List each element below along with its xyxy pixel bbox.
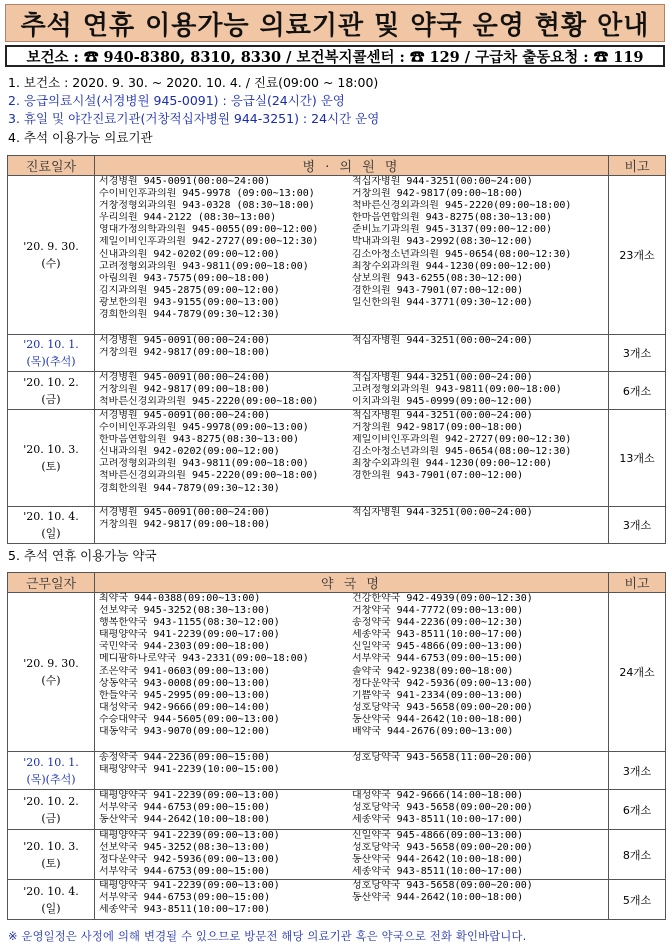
- row-entries: [95, 507, 609, 544]
- day-text: (목)(추석): [26, 355, 76, 368]
- list-item: [352, 309, 605, 321]
- list-item: 준비뇨기과의원 945-3137(09:00~12:00): [352, 224, 553, 236]
- list-item: 최창수외과의원 944-1230(09:00~12:00): [352, 458, 553, 470]
- list-item: 일신한의원 944-3771(09:30~12:00): [352, 296, 533, 308]
- list-item: 태평양약국 941-2239(09:00~17:00): [99, 629, 280, 641]
- date-text: '20. 9. 30.: [23, 657, 79, 670]
- info-notes: [8, 74, 663, 147]
- row-date: [8, 372, 95, 410]
- list-item: 국민약국 944-2303(09:00~18:00): [99, 641, 271, 653]
- page-title: 추석 연휴 이용가능 의료기관 및 약국 운영 현황 안내: [5, 4, 665, 42]
- list-item: 서부약국 944-6753(09:00~15:00): [99, 866, 271, 878]
- list-item: 거창의원 942-9817(09:00~18:00): [99, 347, 271, 359]
- list-item: 한마음연합의원 943-8275(08:30~13:00): [99, 434, 300, 446]
- header-name: 병 · 의 원 명: [95, 156, 609, 176]
- list-item: 경희한의원 944-7879(09:30~12:30): [99, 309, 280, 321]
- list-item: 최약국 944-0388(09:00~13:00): [99, 593, 261, 604]
- row-count: 5개소: [609, 880, 666, 920]
- table-row: [8, 790, 666, 830]
- date-text: '20. 9. 30.: [23, 240, 79, 253]
- row-date: [8, 176, 95, 335]
- list-item: 세종약국 943-8511(10:00~17:00): [352, 866, 524, 878]
- list-item: 대동약국 943-9070(09:00~12:00): [99, 726, 271, 738]
- list-item: 수승대약국 944-5605(09:00~13:00): [99, 713, 280, 725]
- row-count: 6개소: [609, 790, 666, 830]
- row-date: [8, 830, 95, 880]
- table-row: [8, 176, 666, 335]
- list-item: 삼보의원 943-6255(08:30~12:00): [352, 272, 524, 284]
- list-item: 거창정형외과의원 943-0328 (08:30~18:00): [99, 200, 315, 212]
- list-item: 정다운약국 942-5936(09:00~13:00): [99, 854, 280, 866]
- list-item: 이치과의원 945-0999(09:00~12:00): [352, 396, 533, 408]
- list-item: 거창의원 942-9817(09:00~18:00): [352, 188, 524, 200]
- list-item: 김소아청소년과의원 945-0654(08:00~12:30): [352, 446, 572, 458]
- table-row: [8, 880, 666, 920]
- table-row: [8, 335, 666, 372]
- section5-title: 5. 추석 연휴 이용가능 약국: [8, 548, 157, 563]
- list-item: 성호당약국 943-5658(09:00~20:00): [352, 701, 533, 713]
- list-item: 세종약국 943-8511(10:00~17:00): [99, 904, 271, 916]
- list-item: 척바른신경외과의원 945-2220(09:00~18:00): [99, 396, 319, 408]
- list-item: 배약국 944-2676(09:00~13:00): [352, 726, 514, 738]
- row-count: 3개소: [609, 507, 666, 544]
- row-date: [8, 410, 95, 507]
- list-item: 고려정형외과의원 943-9811(09:00~18:00): [99, 260, 309, 272]
- list-item: 서경병원 945-0091(00:00~24:00): [99, 176, 271, 187]
- list-item: 건강한약국 942-4939(09:00~12:30): [352, 593, 533, 604]
- list-item: 경희한의원 944-7879(09:30~12:30): [99, 482, 280, 494]
- row-entries: [95, 410, 609, 507]
- list-item: [352, 764, 605, 776]
- table-row: [8, 507, 666, 544]
- list-item: 신내과의원 942-0202(09:00~12:00): [99, 446, 280, 458]
- list-item: 광보한의원 943-9155(09:00~13:00): [99, 296, 280, 308]
- row-count: 13개소: [609, 410, 666, 507]
- medical-table: [7, 155, 666, 544]
- row-entries: [95, 830, 609, 880]
- list-item: 적십자병원 944-3251(00:00~24:00): [352, 410, 533, 421]
- list-item: 성호당약국 943-5658(09:00~20:00): [352, 880, 533, 891]
- list-item: 한들약국 945-2995(09:00~13:00): [99, 689, 271, 701]
- list-item: 아림의원 943-7575(09:00~18:00): [99, 272, 271, 284]
- list-item: 기쁨약국 941-2334(09:00~13:00): [352, 689, 524, 701]
- list-item: 행복한약국 943-1155(08:30~12:00): [99, 617, 280, 629]
- row-date: [8, 507, 95, 544]
- list-item: 제일이비인후과의원 942-2727(09:00~12:30): [352, 434, 572, 446]
- date-text: '20. 10. 4.: [23, 510, 79, 523]
- list-item: 고려정형외과의원 943-9811(09:00~18:00): [99, 458, 309, 470]
- table-row: [8, 752, 666, 790]
- list-item: [352, 347, 605, 359]
- list-item: 적십자병원 944-3251(00:00~24:00): [352, 507, 533, 518]
- list-item: 세종약국 943-8511(10:00~17:00): [352, 629, 524, 641]
- list-item: 신내과의원 942-0202(09:00~12:00): [99, 248, 280, 260]
- date-text: '20. 10. 2.: [23, 375, 79, 389]
- contact-phone-bar: 보건소 : ☎ 940-8380, 8310, 8330 / 보건복지콜센터 : ☎ 129 / 구급차 출동요청 : ☎ 119: [5, 45, 665, 67]
- list-item: 최창수외과의원 944-1230(09:00~12:00): [352, 260, 553, 272]
- list-item: 고려정형외과의원 943-9811(09:00~18:00): [352, 384, 562, 396]
- list-item: 신일약국 945-4866(09:00~13:00): [352, 830, 524, 841]
- list-item: 수이비인후과의원 945-9978 (09:00~13:00): [99, 188, 315, 200]
- list-item: 송정약국 944-2236(09:00~12:30): [352, 617, 524, 629]
- date-text: '20. 10. 3.: [23, 839, 79, 853]
- day-text: (토): [41, 856, 61, 870]
- list-item: 대성약국 942-9666(09:00~14:00): [99, 701, 271, 713]
- list-item: 신일약국 945-4866(09:00~13:00): [352, 641, 524, 653]
- row-date: [8, 790, 95, 830]
- row-count: 8개소: [609, 830, 666, 880]
- list-item: 한마음연합의원 943-8275(08:30~13:00): [352, 212, 553, 224]
- day-text: (금): [41, 392, 61, 406]
- list-item: 박내과의원 943-2992(08:30~12:00): [352, 236, 533, 248]
- pharmacy-table: [7, 572, 666, 920]
- row-count: 3개소: [609, 752, 666, 790]
- list-item: 수이비인후과의원 945-9978(09:00~13:00): [99, 422, 309, 434]
- header-note: 비고: [609, 156, 666, 176]
- list-item: 성호당약국 943-5658(11:00~20:00): [352, 752, 533, 763]
- row-entries: [95, 176, 609, 335]
- header-name: 약 국 명: [95, 573, 609, 593]
- list-item: 적십자병원 944-3251(00:00~24:00): [352, 176, 533, 187]
- list-item: 거창약국 944-7772(09:00~13:00): [352, 605, 524, 617]
- row-count: 23개소: [609, 176, 666, 335]
- list-item: 선보약국 945-3252(08:30~13:00): [99, 605, 271, 617]
- list-item: 서부약국 944-6753(09:00~15:00): [99, 802, 271, 814]
- list-item: 태평양약국 941-2239(09:00~13:00): [99, 880, 280, 891]
- list-item: 태평양약국 941-2239(09:00~13:00): [99, 790, 280, 801]
- day-text: (수): [41, 674, 61, 687]
- day-text: (목)(추석): [26, 772, 76, 786]
- table-row: [8, 410, 666, 507]
- list-item: 세종약국 943-8511(10:00~17:00): [352, 814, 524, 826]
- row-date: [8, 880, 95, 920]
- date-text: '20. 10. 2.: [23, 794, 79, 808]
- list-item: 적십자병원 944-3251(00:00~24:00): [352, 372, 533, 383]
- day-text: (수): [41, 257, 61, 270]
- day-text: (토): [41, 460, 61, 473]
- header-note: 비고: [609, 573, 666, 593]
- row-count: 24개소: [609, 593, 666, 752]
- list-item: 동산약국 944-2642(10:00~18:00): [99, 814, 271, 826]
- row-count: 3개소: [609, 335, 666, 372]
- row-entries: [95, 593, 609, 752]
- list-item: 영대가정의학과의원 945-0055(09:00~12:00): [99, 224, 319, 236]
- list-item: 적십자병원 944-3251(00:00~24:00): [352, 335, 533, 346]
- list-item: 서부약국 944-6753(09:00~15:00): [352, 653, 524, 665]
- row-date: [8, 752, 95, 790]
- list-item: [352, 904, 605, 916]
- day-text: (일): [41, 527, 61, 540]
- list-item: 동산약국 944-2642(10:00~18:00): [352, 854, 524, 866]
- table-row: [8, 593, 666, 752]
- list-item: 서경병원 945-0091(00:00~24:00): [99, 410, 271, 421]
- list-item: 태평양약국 941-2239(10:00~15:00): [99, 764, 280, 776]
- date-text: '20. 10. 3.: [23, 443, 79, 456]
- note-night-clinic: 3. 휴일 및 야간진료기관(거창적십자병원 944-3251) : 24시간 운영: [8, 111, 380, 127]
- list-item: 거창의원 942-9817(09:00~18:00): [352, 422, 524, 434]
- row-date: [8, 335, 95, 372]
- list-item: 정다운약국 942-5936(09:00~13:00): [352, 677, 533, 689]
- list-item: 거창의원 942-9817(09:00~18:00): [99, 519, 271, 531]
- list-item: 동산약국 944-2642(10:00~18:00): [352, 892, 524, 904]
- footer-note: ※ 운영일정은 사정에 의해 변경될 수 있으므로 방문전 해당 의료기관 혹은 약국으로 전화 확인바랍니다.: [8, 930, 527, 943]
- list-item: [352, 483, 605, 495]
- day-text: (일): [41, 901, 61, 915]
- header-date: 진료일자: [8, 156, 95, 176]
- row-entries: [95, 335, 609, 372]
- day-text: (금): [41, 811, 61, 825]
- list-item: 서부약국 944-6753(09:00~15:00): [99, 892, 271, 904]
- row-entries: [95, 790, 609, 830]
- table-row: [8, 830, 666, 880]
- table-row: [8, 372, 666, 410]
- list-item: 우리의원 944-2122 (08:30~13:00): [99, 212, 277, 224]
- note-emergency: 2. 응급의료시설(서경병원 945-0091) : 응급실(24시간) 운영: [8, 93, 345, 109]
- list-item: 대성약국 942-9666(14:00~18:00): [352, 790, 524, 801]
- row-date: [8, 593, 95, 752]
- header-date: 근무일자: [8, 573, 95, 593]
- list-item: 성호당약국 943-5658(09:00~20:00): [352, 842, 533, 854]
- list-item: 제일이비인후과의원 942-2727(09:00~12:30): [99, 236, 319, 248]
- list-item: 서경병원 945-0091(00:00~24:00): [99, 507, 271, 518]
- list-item: 동산약국 944-2642(10:00~18:00): [352, 713, 524, 725]
- row-entries: [95, 880, 609, 920]
- list-item: 경한의원 943-7901(07:00~12:00): [352, 284, 524, 296]
- list-item: 조은약국 941-0603(09:00~13:00): [99, 665, 271, 677]
- note-health-center: 1. 보건소 : 2020. 9. 30. ~ 2020. 10. 4. / 진료(09:00 ~ 18:00): [8, 75, 379, 90]
- row-entries: [95, 372, 609, 410]
- list-item: 경한의원 943-7901(07:00~12:00): [352, 470, 524, 482]
- list-item: 성호당약국 943-5658(09:00~20:00): [352, 802, 533, 814]
- row-entries: [95, 752, 609, 790]
- list-item: 척바른신경외과의원 945-2220(09:00~18:00): [99, 470, 319, 482]
- list-item: 태평양약국 941-2239(09:00~13:00): [99, 830, 280, 841]
- date-text: '20. 10. 1.: [23, 338, 79, 351]
- list-item: 거창의원 942-9817(09:00~18:00): [99, 384, 271, 396]
- list-item: 서경병원 945-0091(00:00~24:00): [99, 372, 271, 383]
- list-item: 척바른신경외과의원 945-2220(09:00~18:00): [352, 200, 572, 212]
- list-item: 상동약국 943-0008(09:00~13:00): [99, 677, 271, 689]
- list-item: 김지과의원 945-2875(09:00~12:00): [99, 284, 280, 296]
- list-item: 송정약국 944-2236(09:00~15:00): [99, 752, 271, 763]
- list-item: [352, 519, 605, 531]
- list-item: 서경병원 945-0091(00:00~24:00): [99, 335, 271, 346]
- list-item: 김소아청소년과의원 945-0654(08:00~12:30): [352, 248, 572, 260]
- list-item: 선보약국 945-3252(08:30~13:00): [99, 842, 271, 854]
- row-count: 6개소: [609, 372, 666, 410]
- date-text: '20. 10. 1.: [23, 755, 79, 769]
- section4-title: 4. 추석 이용가능 의료기관: [8, 129, 153, 145]
- list-item: 메디팜하나로약국 943-2331(09:00~18:00): [99, 653, 309, 665]
- list-item: 솔약국 942-9238(09:00~18:00): [352, 665, 514, 677]
- date-text: '20. 10. 4.: [23, 884, 79, 898]
